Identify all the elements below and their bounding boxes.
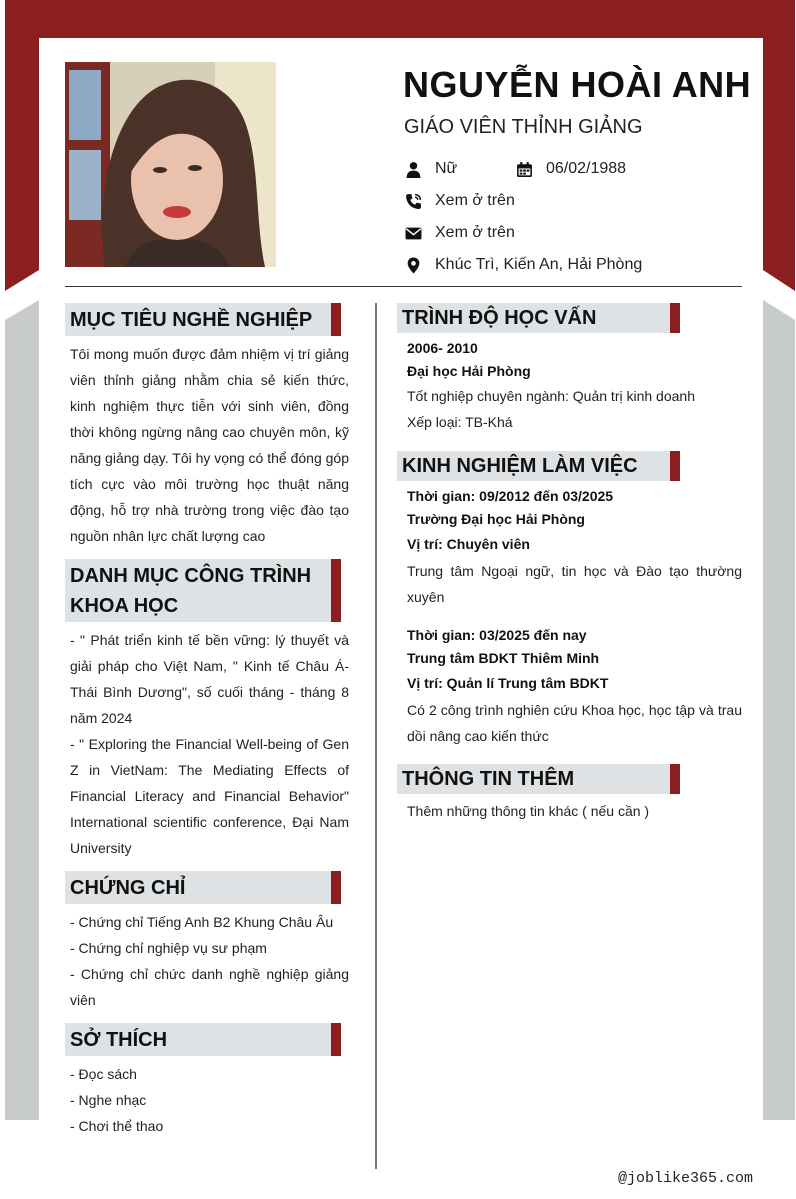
publications-heading-line2: KHOA HỌC [70,595,179,617]
job-position: Vị trí: Quản lí Trung tâm BDKT [407,675,609,691]
heading-accent-bar [670,764,680,794]
heading-accent-bar [670,451,680,481]
education-heading [397,303,680,333]
experience-heading-text: KINH NGHIỆM LÀM VIỆC [402,455,638,477]
email-row [404,224,515,242]
email-value: Xem ở trên [435,224,515,241]
publications-heading-line1: DANH MỤC CÔNG TRÌNH [70,565,312,587]
calendar-icon [515,160,533,178]
heading-accent-bar [331,871,341,904]
right-gray-band [763,291,795,1120]
objective-heading [65,303,341,336]
job-time: Thời gian: 03/2025 đến nay [407,627,587,643]
header-red-band [5,0,795,38]
education-major: Tốt nghiệp chuyên ngành: Quản trị kinh doanh [407,388,695,404]
certificate-item: - Chứng chỉ Tiếng Anh B2 Khung Châu Âu [70,914,334,930]
education-period: 2006- 2010 [407,340,478,356]
right-red-band [763,0,795,291]
envelope-icon [404,224,422,242]
heading-accent-bar [331,303,341,336]
certificate-item: - Chứng chỉ chức danh nghề nghiệp giảng viên [70,966,349,1008]
right-diagonal-accent [763,270,795,322]
additional-heading-text: THÔNG TIN THÊM [402,768,575,790]
job-description: Có 2 công trình nghiên cứu Khoa học, học tập và trau dồi nâng cao kiến thức [407,702,742,744]
phone-value: Xem ở trên [435,192,515,209]
education-rank: Xếp loại: TB-Khá [407,414,513,430]
birthdate-value: 06/02/1988 [546,160,627,177]
job-organization: Trung tâm BDKT Thiêm Minh [407,650,600,666]
hobbies-heading [65,1023,341,1056]
address-row [404,256,642,274]
phone-icon [404,192,422,210]
map-pin-icon [404,256,422,274]
additional-text: Thêm những thông tin khác ( nếu cần ) [407,803,650,819]
candidate-name: NGUYỄN HOÀI ANH [403,64,752,105]
heading-accent-bar [670,303,680,333]
objective-heading-text: MỤC TIÊU NGHỀ NGHIỆP [70,309,313,331]
left-diagonal-accent [5,270,39,322]
hobby-item: - Đọc sách [70,1066,137,1082]
heading-accent-bar [331,559,341,622]
job-organization: Trường Đại học Hải Phòng [407,511,585,527]
publication-item: - " Exploring the Financial Well-being of Gen Z in VietNam: The Mediating Effects of Financial Literacy and Financial Behavior" International scientific conference, Đại Nam University [70,736,349,856]
education-school: Đại học Hải Phòng [407,363,531,379]
hobby-item: - Nghe nhạc [70,1092,147,1108]
header-divider [65,286,742,287]
publication-item: - " Phát triển kinh tế bền vững: lý thuyết và giải pháp cho Việt Nam, " Kinh tế Châu Á-Thái Bình Dương", số cuối tháng - tháng 8 năm 2024 [70,632,349,726]
heading-accent-bar [331,1023,341,1056]
user-icon [404,160,422,178]
left-gray-band [5,291,39,1120]
column-divider [375,303,377,1169]
profile-photo [65,62,276,267]
address-value: Khúc Trì, Kiến An, Hải Phòng [435,256,643,273]
education-heading-text: TRÌNH ĐỘ HỌC VẤN [402,307,597,329]
experience-heading [397,451,680,481]
left-red-band [5,0,39,291]
birthdate-row [515,160,626,178]
hobbies-heading-text: SỞ THÍCH [70,1029,168,1051]
publications-heading [65,559,341,622]
job-position: Vị trí: Chuyên viên [407,536,530,552]
objective-text: Tôi mong muốn được đảm nhiệm vị trí giảng viên thỉnh giảng nhằm chia sẻ kiến thức, kinh nghiệm thực tiễn với sinh viên, đồng thời không ngừng nâng cao chuyên môn, kỹ năng giảng dạy. Tôi hy vọng có thể đóng góp tích cực vào môi trường học thuật năng động, hỗ trợ nhà trường trong việc đào tạo nguồn nhân lực chất lượng cao [70,346,349,544]
gender-value: Nữ [435,160,458,177]
phone-row [404,192,515,210]
certificate-item: - Chứng chỉ nghiệp vụ sư phạm [70,940,267,956]
candidate-role: GIÁO VIÊN THỈNH GIẢNG [404,116,643,138]
footer-credit: @joblike365.com [618,1170,754,1187]
job-description: Trung tâm Ngoại ngữ, tin học và Đào tạo thường xuyên [407,563,742,605]
certificates-heading [65,871,341,904]
certificates-heading-text: CHỨNG CHỈ [70,877,186,899]
additional-heading [397,764,680,794]
gender-row [404,160,457,178]
hobby-item: - Chơi thể thao [70,1118,164,1134]
job-time: Thời gian: 09/2012 đến 03/2025 [407,488,614,504]
